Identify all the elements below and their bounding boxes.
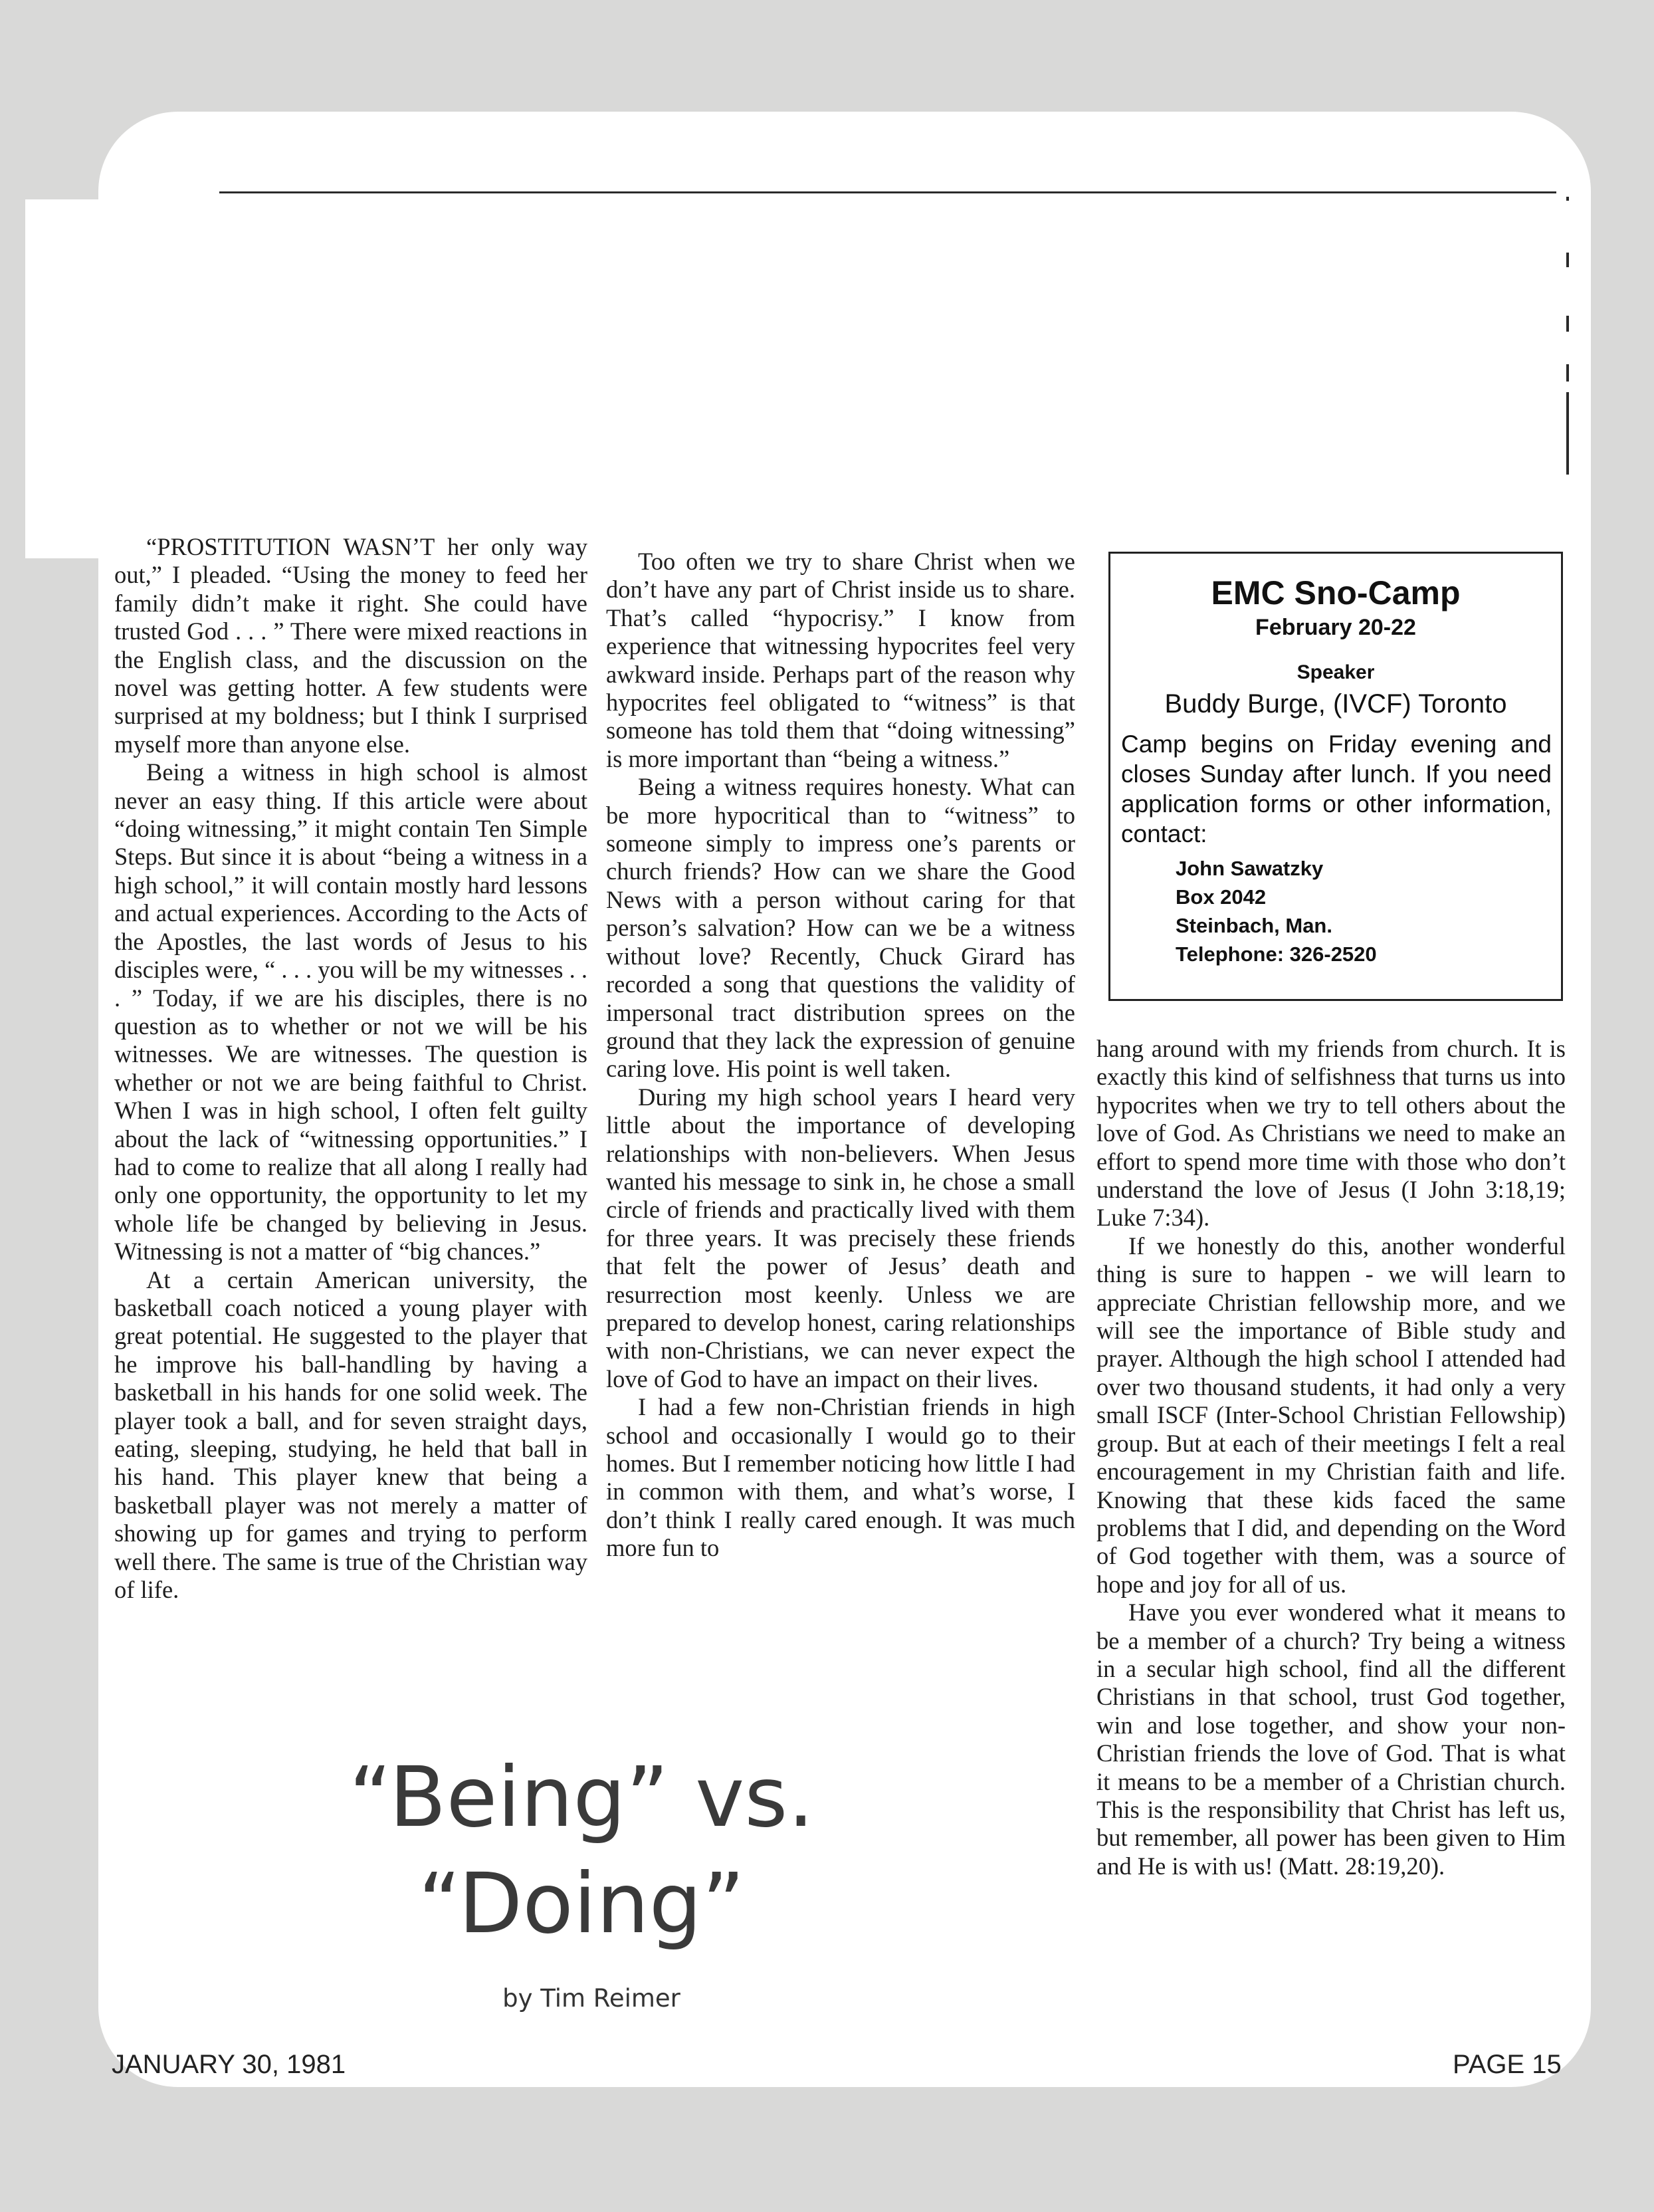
paragraph: “PROSTITUTION WASN’T her only way out,” I pleaded. “Using the money to feed her family didn’t make it right. She could have trusted God . . . ” There were mixed reactions in the English class, and the discussion on the novel was getting hotter. A few students were surprised at my boldness; but I think I surprised myself more than anyone else. (114, 533, 587, 758)
byline: by Tim Reimer (502, 1984, 680, 2013)
contact-block (1176, 854, 1377, 968)
issue-date: JANUARY 30, 1981 (112, 2050, 346, 2079)
article-headline (199, 1745, 964, 1957)
edge-mark (1566, 392, 1569, 475)
paragraph: During my high school years I heard very little about the importance of developing relationships with non-believers. When Jesus wanted his message to sink in, he chose a small circle of friends and practically lived with them for three years. It was precisely these friends that felt the power of Jesus’ death and resurrection most keenly. Unless we are prepared to develop honest, caring relationships with non-Christians, we can never expect the love of God to have an impact on their lives. (606, 1083, 1075, 1392)
paragraph: At a certain American university, the basketball coach noticed a young player with great potential. He suggested to the player that he improve his ball-handling by having a basketball in his hands for one solid week. The player took a ball, and for seven straight days, eating, sleeping, studying, he held that ball in his hand. This player knew that being a basketball player was not merely a matter of showing up for games and trying to perform well there. The same is true of the Christian way of life. (114, 1266, 587, 1604)
speaker-name: Buddy Burge, (IVCF) Toronto (1164, 689, 1507, 719)
page-number: PAGE 15 (1453, 2050, 1562, 2079)
announcement-body: Camp begins on Friday evening and closes Sunday after lunch. If you need application forms or other information, contact: (1121, 730, 1552, 847)
paragraph: hang around with my friends from church. It is exactly this kind of selfishness that turns us into hypocrites when we try to tell others about the love of God. As Christians we need to make an effort to spend more time with those who don’t understand the love of Jesus (I John 3:18,19; Luke 7:34). (1096, 1035, 1566, 1232)
edge-mark (1566, 253, 1569, 267)
article-column-3 (1096, 1035, 1566, 1880)
paragraph: If we honestly do this, another wonderful thing is sure to happen - we will learn to appreciate Christian fellowship more, and we will see the importance of Bible study and prayer. Although the high school I attended had over two thousand students, it had only a very small ISCF (Inter-School Christian Fellowship) group. But at each of their meetings I felt a real encouragement in my Christian faith and life. Knowing that these kids faced the same problems that I did, and depending on the Word of God together with them, was a source of hope and joy for all of us. (1096, 1232, 1566, 1598)
sno-camp-announcement (1108, 552, 1563, 1001)
paragraph: I had a few non-Christian friends in high school and occasionally I would go to their homes. But I remember noticing how little I had in common with them, and what’s worse, I don’t think I really cared enough. It was much more fun to (606, 1393, 1075, 1562)
article-column-1 (114, 533, 587, 1604)
edge-mark (1566, 197, 1569, 201)
speaker-label: Speaker (1296, 661, 1375, 683)
paragraph: Being a witness in high school is almost never an easy thing. If this article were about “doing witnessing,” it might contain Ten Simple Steps. But since it is about “being a witness in a high school,” it will contain mostly hard lessons and actual experiences. According to the Acts of the Apostles, the last words of Jesus to his disciples were, “ . . . you will be my witnesses . . . ” Today, if we are his disciples, there is no question as to whether or not we will be his witnesses. We are witnesses. The question is whether or not we are being faithful to Christ. When I was in high school, I often felt guilty about the lack of “witnessing opportunities.” I had to come to realize that all along I really had only one opportunity, the opportunity to let my whole life be changed by believing in Jesus. Witnessing is not a matter of “big chances.” (114, 758, 587, 1266)
headline-line-1: “Being” vs. (348, 1749, 815, 1846)
contact-name: John Sawatzky (1176, 857, 1324, 880)
paragraph: Too often we try to share Christ when we don’t have any part of Christ inside us to share. That’s called “hypocrisy.” I know from experience that witnessing hypocrites feel very awkward inside. Perhaps part of the reason why hypocrites feel obligated to “witness” is that someone has told them that “doing witnessing” is more important than “being a witness.” (606, 548, 1075, 772)
page-tab (25, 199, 158, 558)
announcement-dates: February 20-22 (1255, 615, 1416, 640)
edge-mark (1566, 316, 1569, 332)
contact-box: Box 2042 (1176, 885, 1267, 909)
headline-line-2: “Doing” (418, 1856, 745, 1952)
paragraph: Being a witness requires honesty. What can be more hypocritical than to “witness” to someone simply to impress one’s parents or church friends? How can we share the Good News with a person without caring for that person’s salvation? How can we be a witness without love? Recently, Chuck Girard has recorded a song that questions the validity of impersonal tract distribution sprees on the ground that they lack the expression of genuine caring love. His point is well taken. (606, 773, 1075, 1083)
contact-city: Steinbach, Man. (1176, 914, 1332, 937)
paragraph: Have you ever wondered what it means to be a member of a church? Try being a witness in a secular high school, find all the different Christians in that school, trust God together, win and lose together, and show your non-Christian friends the love of God. That is what it means to be a member of a Christian church. This is the responsibility that Christ has left us, but remember, all power has been given to Him and He is with us! (Matt. 28:19,20). (1096, 1599, 1566, 1880)
article-column-2 (606, 548, 1075, 1563)
edge-mark (1566, 364, 1569, 382)
contact-phone: Telephone: 326-2520 (1176, 942, 1377, 966)
top-rule (219, 191, 1556, 193)
announcement-title: EMC Sno-Camp (1211, 574, 1461, 611)
